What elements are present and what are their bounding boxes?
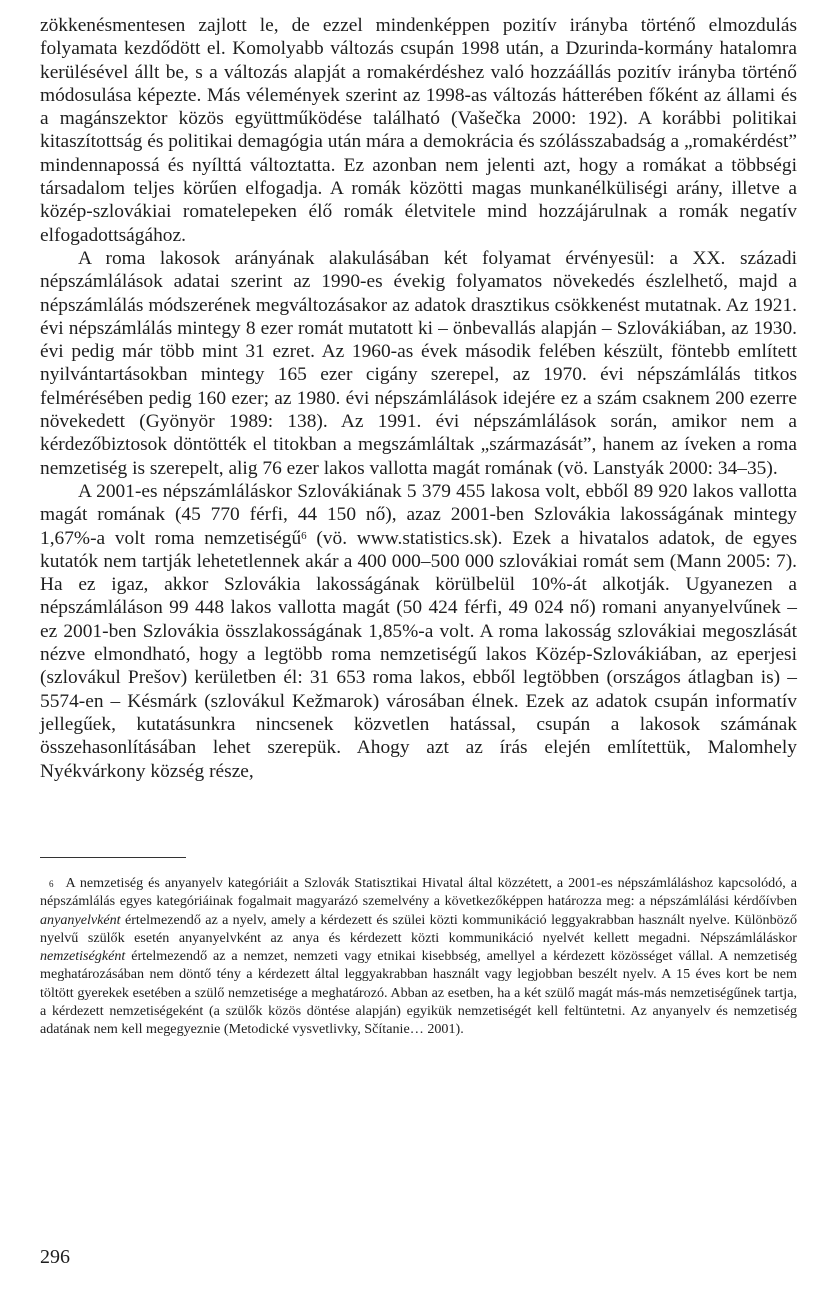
paragraph-3-text-after: (vö. www.statistics.sk). Ezek a hivatalos adatok, de egyes kutatók nem tartják lehetetlennek akár a 400 000–500 000 szlovákiai romát sem (Mann 2005: 7). Ha ez igaz, akkor Szlovákia lakosságának körülbelül 10%-át alkotják. Ugyanezen a népszámláláson 99 448 lakos vallotta magát (50 424 férfi, 49 024 nő) romani anyanyelvűnek – ez 2001-ben Szlovákia összlakosságának 1,85%-a volt. A roma lakosság szlovákiai megoszlását nézve elmondható, hogy a legtöbb roma nemzetiségű lakos Közép-Szlovákiában, az eperjesi (szlovákul Prešov) kerületben él: 31 653 roma lakos, ebből legtöbben (országos átlagban is) – 5574-en – Késmárk (szlovákul Kežmarok) városában élnek. Ezek az adatok csupán informatív jellegűek, kutatásunkra nincsenek közvetlen hatással, csupán a lakosok számának összehasonlításában lehet szerepük. Ahogy azt az írás elején említettük, Malomhely Nyékvárkony község része, (40, 527, 798, 782)
paragraph-2: A roma lakosok arányának alakulásában két folyamat érvényesül: a XX. századi népszámlálások adatai szerint az 1990-es évekig folyamatos növekedés észlelhető, majd a népszámlálás módszerének megváltozásakor az adatok drasztikus csökkenést mutatnak. Az 1921. évi népszámlálás mintegy 8 ezer romát mutatott ki – önbevallás alapján – Szlovákiában, az 1930. évi pedig már több mint 31 ezret. Az 1960-as évek második felében készült, föntebb említett nyilvántartásokban mintegy 165 ezer cigány szerepel, az 1970. évi népszámlálás titkos felmérésében pedig 160 ezer; az 1980. évi népszámlálások idejére ez a szám csaknem 200 ezerre növekedett (Gyönyör 1989: 138). Az 1991. évi népszámlálások során, amikor nem a kérdezőbiztosok döntötték el titokban a megszámláltak „származását”, hanem az íveken a roma nemzetiség is szerepelt, alig 76 ezer lakos vallotta magát romának (vö. Lanstyák 2000: 34–35). (40, 247, 797, 479)
footnote-text-3: értelmezendő az a nemzet, nemzeti vagy etnikai kisebbség, amellyel a kérdezett közösséget vállal. A nemzetiség meghatározásában nem döntő tény a kérdezett által leggyakrabban használt vagy legjobban beszélt nyelv. A 15 éves kort be nem töltött gyerekek esetében a szülő nemzetisége a meghatározó. Abban az esetben, ha a két szülő magát más-más nemzetiségűnek tartja, a kérdezett nemzetiségeként (a szülők közös döntése alapján) egyikük nemzetiségét kell feltüntetni. Az anyanyelv és nemzetiség adatának nem kell megegyeznie (Metodické vysvetlivky, Sčítanie… 2001). (40, 948, 797, 1038)
footnote (40, 874, 797, 1039)
paragraph-3 (40, 480, 797, 783)
footnote-text-1: A nemzetiség és anyanyelv kategóriáit a Szlovák Statisztikai Hivatal által közzétett, a 2001-es népszámláláshoz kapcsolódó, a népszámlálás egyes kategóriáinak fogalmait magyarázó szemelvény a következőképpen határozza meg: a népszámlálási kérdőívben (40, 875, 797, 910)
footnote-mark: 6 (49, 879, 54, 889)
footnote-text-2: értelmezendő az a nyelv, amely a kérdezett és szülei közti kommunikáció leggyakrabban használt nyelve. Különböző nyelvű szülők esetén anyanyelvként az anya és kérdezett közti kommunikáció nyelvét kellett megadni. Népszámláláskor (40, 911, 797, 946)
footnote-separator (40, 857, 186, 858)
paragraph-1: zökkenésmentesen zajlott le, de ezzel mindenképpen pozitív irányba történő elmozdulás folyamata kezdődött el. Komolyabb változás csupán 1998 után, a Dzurinda-kormány hatalomra kerülésével állt be, s a változás alapját a romakérdéshez való hozzáállás pozitív irányba történő módosulása képezte. Más vélemények szerint az 1998-as változás hátterében főként az állami és a magánszektor közös együttműködése található (Vašečka 2000: 192). A korábbi politikai kitaszítottság és politikai demagógia után mára a demokrácia és szólásszabadság a „romakérdést” mindennapossá és nyílttá változtatta. Ez azonban nem jelenti azt, hogy a romákat a többségi társadalom teljes körűen elfogadja. A romák közötti magas munkanélküliségi arány, illetve a közép-szlovákiai romatelepeken élő romák életvitele mind hozzájárulnak a romák negatív elfogadottságához. (40, 15, 797, 246)
footnote-italic-term-1: anyanyelvként (40, 911, 121, 928)
footnote-reference: 6 (301, 529, 307, 542)
main-text-body (40, 14, 797, 783)
page-number: 296 (40, 1246, 70, 1268)
paragraph-3-text-before: A 2001-es népszámláláskor Szlovákiának 5 379 455 lakosa volt, ebből 89 920 lakos vallotta magát romának (45 770 férfi, 44 150 nő), azaz 2001-ben Szlovákia lakosságának mintegy 1,67%-a volt roma nemzetiségű (40, 480, 797, 549)
footnote-italic-term-2: nemzetiségként (40, 948, 126, 965)
